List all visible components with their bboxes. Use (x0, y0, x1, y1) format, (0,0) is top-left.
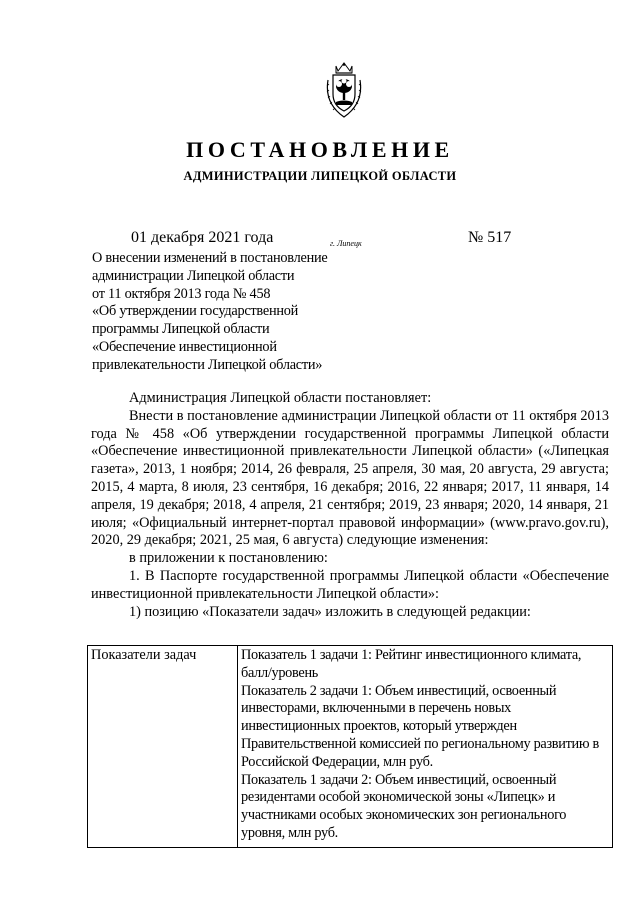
document-subject (92, 250, 422, 375)
indicator-item: Показатель 1 задачи 1: Рейтинг инвестиционного климата, балл/уровень (241, 647, 582, 681)
table-row (88, 646, 613, 848)
document-title: ПОСТАНОВЛЕНИЕ (186, 137, 454, 162)
document-number: № 517 (468, 229, 512, 246)
document-body (91, 390, 609, 621)
subject-line: программы Липецкой области (92, 321, 270, 338)
coat-of-arms-icon (324, 62, 364, 120)
body-paragraph: 1) позицию «Показатели задач» изложить в следующей редакции: (129, 603, 531, 620)
subject-line: администрации Липецкой области (92, 267, 295, 284)
table-cell-indicators (238, 646, 613, 848)
indicator-item: Показатель 1 задачи 2: Объем инвестиций, освоенный резидентами особой экономической зоны «Липецк» и участниками особых экономических зон регионального уровня, млн руб. (241, 771, 567, 841)
indicator-item: Показатель 2 задачи 1: Объем инвестиций, освоенный инвесторами, включенными в перечень новых инвестиционных проектов, который утвержден Правительственной комиссией по региональному развитию в Российской Федерации, млн руб. (241, 682, 600, 770)
document-subtitle: АДМИНИСТРАЦИИ ЛИПЕЦКОЙ ОБЛАСТИ (183, 169, 457, 183)
subject-line: привлекательности Липецкой области» (92, 356, 323, 373)
document-date: 01 декабря 2021 года (131, 229, 274, 246)
body-paragraph: 1. В Паспорте государственной программы Липецкой области «Обеспечение инвестиционной привлекательности Липецкой области»: (91, 567, 609, 602)
body-paragraph: Внести в постановление администрации Липецкой области от 11 октября 2013 года № 458 «Об утверждении государственной программы Липецкой области «Обеспечение инвестиционной привлекательности Липецкой области» («Липецкая газета», 2013, 1 ноября; 2014, 26 февраля, 25 апреля, 30 мая, 20 августа, 29 августа; 2015, 4 марта, 8 июля, 23 сентября, 16 декабря; 2016, 22 января; 2017, 11 января, 14 апреля, 19 декабря; 2018, 4 апреля, 21 сентября; 2019, 23 января; 2020, 14 января, 21 июля; «Официальный интернет-портал правовой информации» (www.pravo.gov.ru), 2020, 29 декабря; 2021, 25 мая, 6 августа) следующие изменения: (91, 407, 609, 549)
subject-line: от 11 октября 2013 года № 458 (92, 285, 271, 302)
body-paragraph: в приложении к постановлению: (129, 550, 328, 567)
table-cell-label: Показатели задач (88, 646, 238, 848)
body-paragraph: Администрация Липецкой области постановляет: (129, 390, 432, 406)
subject-line: О внесении изменений в постановление (92, 250, 328, 266)
task-indicators-table (87, 645, 613, 848)
document-place: г. Липецк (330, 239, 362, 248)
subject-line: «Об утверждении государственной (92, 303, 299, 320)
subject-line: «Обеспечение инвестиционной (92, 338, 277, 355)
